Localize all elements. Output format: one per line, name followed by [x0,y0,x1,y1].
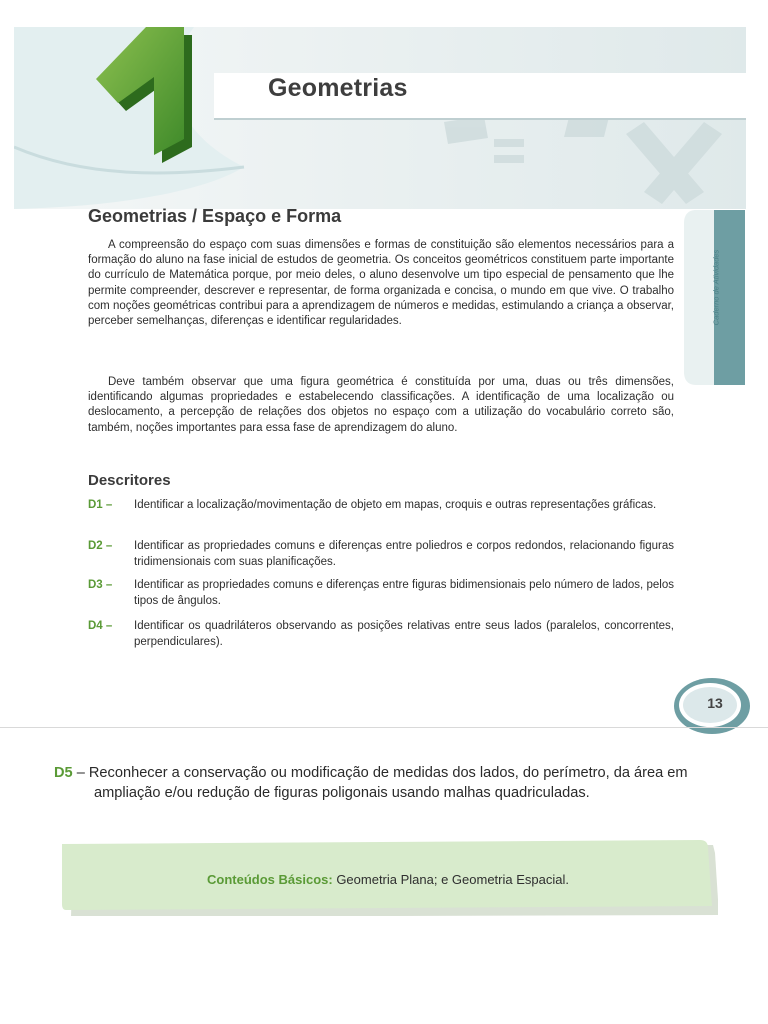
descriptor-text: Identificar a localização/movimentação de objeto em mapas, croquis e outras representações gráficas. [134,499,657,511]
intro-paragraph-1: A compreensão do espaço com suas dimensões e formas de constituição são elementos necessários para a formação do aluno na fase inicial de estudos de geometria. Os conceitos geométricos constituem parte importante do currículo de Matemática porque, por meio deles, o aluno desenvolve um tipo especial de pensamento que lhe permite compreender, descrever e representar, de forma organizada e concisa, o mundo em que vive. O trabalho com noções geométricas contribui para a aprendizagem de números e medidas, estimulando a criança a observar, perceber semelhanças, diferenças e identificar regularidades. [88,239,674,328]
intro-paragraph-2: Deve também observar que uma figura geométrica é constituída por uma, duas ou três dimensões, identificando algumas propriedades e estabelecendo classificações. A identificação de uma localização ou deslocamento, a percepção de relações dos objetos no espaço com a utilização do vocabulário correto são, também, noções importantes para essa fase de aprendizagem do aluno. [88,376,674,434]
chapter-header-background [14,27,746,209]
section-title: Geometrias / Espaço e Forma [88,206,342,226]
descriptors-heading: Descritores [88,472,171,489]
basic-contents-label: Conteúdos Básicos: [207,872,333,887]
side-tab [684,210,745,385]
descriptor-item [88,578,674,609]
descriptor-code: D1 – [88,499,113,511]
descriptor-item [88,498,674,514]
page-divider [0,727,768,728]
basic-contents-text [70,872,706,887]
descriptor-code: D2 – [88,540,113,552]
descriptor-item [88,539,674,570]
descriptor-d5 [54,764,754,803]
descriptor-text: Identificar as propriedades comuns e diferenças entre poliedros e corpos redondos, relacionando figuras tridimensionais com suas planificações. [134,540,674,568]
descriptor-code: D5 [54,765,73,781]
descriptor-text: Identificar as propriedades comuns e diferenças entre figuras bidimensionais pelo número de lados, pelos tipos de ângulos. [134,579,674,607]
side-tab-label: Caderno de Atividades [711,249,721,326]
descriptor-text: – Reconhecer a conservação ou modificação de medidas dos lados, do perímetro, da área em ampliação e/ou redução de figuras poligonais usando malhas quadriculadas. [76,765,688,801]
basic-contents-value: Geometria Plana; e Geometria Espacial. [332,872,569,887]
descriptor-text: Identificar os quadriláteros observando as posições relativas entre seus lados (paralelos, concorrentes, perpendiculares). [134,620,674,648]
descriptor-code: D3 – [88,579,113,591]
chapter-title: Geometrias [268,74,408,102]
page-number: 13 [707,695,723,711]
descriptor-code: D4 – [88,620,113,632]
descriptor-item [88,619,674,650]
